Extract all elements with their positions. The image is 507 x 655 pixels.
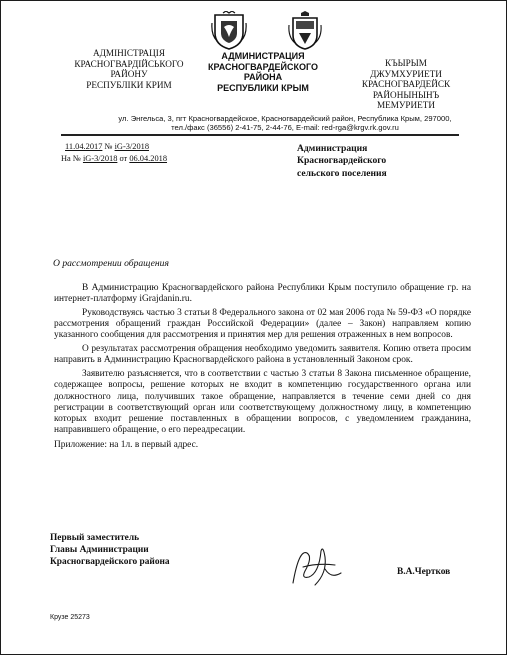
header-russian-line: КРАСНОГВАРДЕЙСКОГО (208, 61, 318, 72)
header-crimean-tatar-line: МЕМУРИЕТИ (376, 100, 436, 111)
signatory-title-line: Красногвардейского района (50, 557, 170, 567)
signatory-title-line: Главы Администрации (50, 545, 149, 555)
recipient-line: сельского поселения (297, 167, 387, 179)
recipient-line: Администрация (297, 143, 368, 154)
letter-body (54, 283, 471, 454)
crimea-coat-of-arms-icon (211, 11, 247, 51)
header-crimean-tatar-line: КРАСНОГВАРДЕЙСК (361, 79, 451, 90)
header-crimean-tatar-line: РАЙОНЫНЫНЪ (372, 89, 440, 100)
recipient-block (297, 143, 467, 180)
handwritten-signature (285, 543, 345, 591)
outgoing-registration (65, 142, 149, 152)
header-ukrainian (59, 48, 199, 90)
letter-subject: О рассмотрении обращения (53, 258, 169, 269)
address-block (85, 114, 485, 133)
contacts-line: тел./факс (36556) 2-41-75, 2-44-76, E-mail: red-rga@krgv.rk.gov.ru (171, 123, 399, 133)
header-russian-line: АДМИНИСТРАЦИЯ (221, 51, 305, 61)
executor-note: Крузе 25273 (50, 614, 90, 621)
outgoing-number-label: № (104, 142, 113, 151)
header-crimean-tatar-line: КЪЫРЫМ (385, 58, 427, 68)
body-paragraph: В Администрацию Красногвардейского района Республики Крым поступило обращение гр. на интернет-платформу iGrajdanin.ru. (54, 283, 471, 305)
body-paragraph: О результатах рассмотрения обращения необходимо уведомить заявителя. Копию ответа просим направить в Администрацию Красногвардейского района в установленный Законом срок. (54, 344, 471, 366)
header-russian-line: РАЙОНА (243, 72, 283, 82)
outgoing-number: iG-3/2018 (114, 142, 150, 151)
recipient-line: Красногвардейского (297, 155, 387, 167)
incoming-registration (61, 154, 167, 164)
incoming-from-label: от (119, 154, 128, 163)
header-russian-line: РЕСПУБЛИКИ КРЫМ (217, 82, 309, 93)
district-coat-of-arms-icon (287, 11, 323, 51)
header-ukrainian-line: АДМІНІСТРАЦІЯ (93, 48, 165, 58)
incoming-date: 06.04.2018 (129, 154, 168, 163)
address-line: ул. Энгельса, 3, пгт Красногвардейское, Красногвардейский район, Республика Крым, 297000, (118, 114, 452, 123)
incoming-number: iG-3/2018 (82, 154, 118, 163)
header-ukrainian-line: РАЙОНУ (110, 69, 148, 80)
outgoing-date: 11.04.2017 (65, 142, 103, 151)
signatory-name: В.А.Чертков (397, 567, 451, 577)
signatory-title (50, 532, 170, 568)
signatory-title-line: Первый заместитель (50, 533, 140, 543)
header-ukrainian-line: РЕСПУБЛІКИ КРИМ (86, 79, 172, 90)
incoming-label: На № (61, 154, 81, 163)
attachment-note: Приложение: на 1л. в первый адрес. (54, 440, 199, 451)
body-paragraph: Заявителю разъясняется, что в соответствии с частью 3 статьи 8 Закона письменное обращение, содержащее вопросы, решение которых не входит в компетенцию государственного органа или должностного лица, получивших такое обращение, направляется в течение семи дней со дня регистрации в соответствующий орган или соответствующему должностному лицу, в компетенцию которых входит решение поставленных в обращении вопросов, с уведомлением гражданина, направившего обращение, о его переадресации. (54, 369, 471, 436)
header-crimean-tatar-line: ДЖУМХУРИЕТИ (370, 68, 442, 79)
header-russian (197, 51, 329, 93)
header-crimean-tatar (331, 58, 481, 111)
header-ukrainian-line: КРАСНОГВАРДІЙСЬКОГО (74, 58, 184, 69)
body-paragraph: Руководствуясь частью 3 статьи 8 Федерального закона от 02 мая 2006 года № 59-ФЗ «О порядке рассмотрения обращений граждан Российской Федерации» (далее – Закон) направляем копию указанного сообщения для рассмотрения и принятия мер для решения отраженных в нем вопросов. (54, 308, 471, 341)
header-divider (61, 134, 459, 136)
